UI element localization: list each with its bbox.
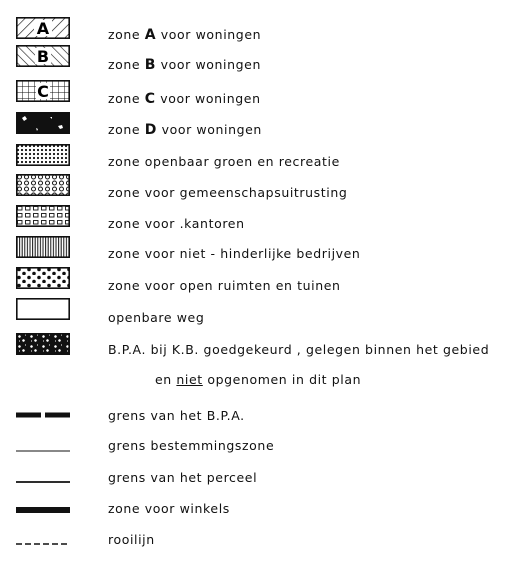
swatch-winkels	[16, 505, 70, 515]
swatch-bedrijven	[16, 236, 70, 258]
swatch-gemeenschapsuitrusting	[16, 174, 70, 196]
legend-label: zone voor .kantoren	[108, 216, 245, 231]
legend-label: grens van het B.P.A.	[108, 408, 245, 423]
legend-label: zone openbaar groen en recreatie	[108, 154, 340, 169]
legend-label: openbare weg	[108, 310, 205, 325]
swatch-zone-b	[16, 45, 70, 67]
legend-label: grens bestemmingszone	[108, 438, 275, 453]
swatch-bpa-kb	[16, 333, 70, 355]
swatch-openbare-weg	[16, 298, 70, 320]
legend-label: B.P.A. bij K.B. goedgekeurd , gelegen binnen het gebied	[108, 342, 490, 357]
legend-label: rooilijn	[108, 532, 155, 547]
swatch-grens-bpa	[16, 410, 70, 420]
swatch-letter-c: C	[37, 82, 49, 101]
swatch-grens-bestemmingszone	[16, 448, 70, 454]
legend-label: zone D voor woningen	[108, 122, 262, 138]
swatch-kantoren	[16, 205, 70, 227]
legend-label: zone C voor woningen	[108, 91, 261, 107]
legend-label: grens van het perceel	[108, 470, 258, 485]
swatch-zone-a	[16, 17, 70, 39]
swatch-letter-b: B	[36, 47, 50, 66]
legend-label: zone voor open ruimten en tuinen	[108, 278, 341, 293]
legend-label-continuation: en niet opgenomen in dit plan	[155, 372, 362, 387]
legend-label: zone voor niet - hinderlijke bedrijven	[108, 246, 361, 261]
swatch-letter-a: A	[36, 19, 50, 38]
legend-label: zone B voor woningen	[108, 57, 261, 73]
swatch-open-ruimten	[16, 267, 70, 289]
legend-label: zone voor gemeenschapsuitrusting	[108, 185, 348, 200]
swatch-rooilijn	[16, 541, 70, 547]
legend-label: zone A voor woningen	[108, 27, 262, 43]
swatch-zone-c	[16, 80, 70, 102]
legend-label: zone voor winkels	[108, 501, 230, 516]
swatch-openbaar-groen	[16, 144, 70, 166]
swatch-zone-d	[16, 112, 70, 134]
swatch-grens-perceel	[16, 479, 70, 485]
